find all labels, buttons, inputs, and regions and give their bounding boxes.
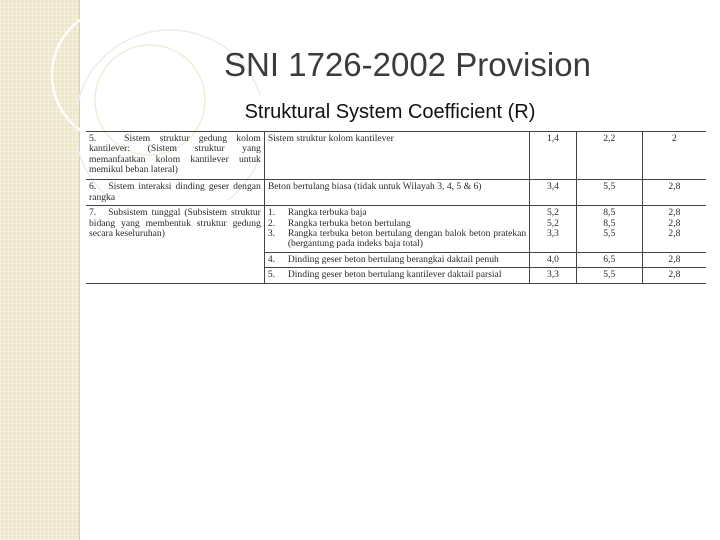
description-cell [264,180,529,206]
item-description: Beton bertulang biasa (tidak untuk Wilayah 3, 4, 5 & 6) [267,181,482,193]
table-row [86,132,706,180]
value-r: 3,3 [546,227,559,239]
value-b: 5,5 [603,269,616,281]
value-b: 2,2 [603,133,616,144]
value-cell [642,268,706,283]
description-cell [264,252,529,267]
system-cell: 6. Sistem interaksi dinding geser dengan rangka [86,180,264,206]
description-cell [264,206,529,253]
item-description: Dinding geser beton bertulang berangkai daktail penuh [287,253,499,265]
value-cell [576,206,642,253]
value-b: 5,5 [603,181,616,193]
value-c: 2,8 [668,181,681,193]
value-r: 4,0 [546,253,559,265]
value-cell [576,180,642,206]
system-cell [86,252,264,267]
value-r: 1,4 [546,133,559,144]
value-c: 2,8 [668,269,681,281]
item-number: 2. [267,217,276,229]
value-cell [530,180,576,206]
value-b: 8,5 [603,217,616,229]
value-b: 5,5 [603,227,616,239]
value-cell [642,132,706,180]
item-number: 4. [267,253,276,265]
system-cell: 7. Subsistem tunggal (Subsistem struktur bidang yang membentuk struktur gedung secara keseluruhan) [86,206,264,253]
coefficient-table [86,131,706,284]
value-r: 5,2 [546,217,559,229]
value-r: 5,2 [546,207,559,219]
item-number: 5. [267,269,276,281]
item-description: Rangka terbuka beton bertulang [287,217,411,229]
item-line [268,208,526,218]
table-row [86,252,706,267]
system-cell [86,268,264,283]
value-c: 2,8 [668,253,681,265]
item-description: Sistem struktur kolom kantilever [267,133,394,144]
value-c: 2,8 [668,227,681,239]
value-b: 6,5 [603,253,616,265]
value-c: 2,8 [668,207,681,219]
item-line [268,229,526,250]
item-number: 1. [267,207,276,219]
description-cell [264,268,529,283]
value-cell [642,180,706,206]
item-line [268,255,526,265]
description-cell [264,132,529,180]
item-description: Rangka terbuka baja [287,207,367,219]
value-cell [530,252,576,267]
item-line [268,270,526,280]
system-cell: 5. Sistem struktur gedung kolom kantilever: (Sistem struktur yang memanfaatkan kolom kantilever untuk memikul beban lateral) [86,132,264,180]
slide-title: SNI 1726-2002 Provision [224,46,591,83]
item-description: Dinding geser beton bertulang kantilever daktail parsial [287,269,502,281]
table-row [86,180,706,206]
slide-subtitle: Struktural System Coefficient (R) [244,101,536,123]
item-line [268,134,526,144]
item-description: Rangka terbuka beton bertulang dengan balok beton pratekan (bergantung pada indeks baja total) [287,227,527,250]
item-line [268,182,526,192]
value-r: 3,3 [546,269,559,281]
value-cell [642,206,706,253]
value-c: 2,8 [668,217,681,229]
table-row [86,206,706,253]
value-cell [530,268,576,283]
value-cell [530,206,576,253]
value-c: 2 [672,133,677,144]
item-number: 3. [267,227,276,239]
value-cell [530,132,576,180]
value-b: 8,5 [603,207,616,219]
value-cell [576,268,642,283]
table-row [86,268,706,283]
value-cell [576,132,642,180]
value-cell [576,252,642,267]
value-r: 3,4 [546,181,559,193]
value-cell [642,252,706,267]
